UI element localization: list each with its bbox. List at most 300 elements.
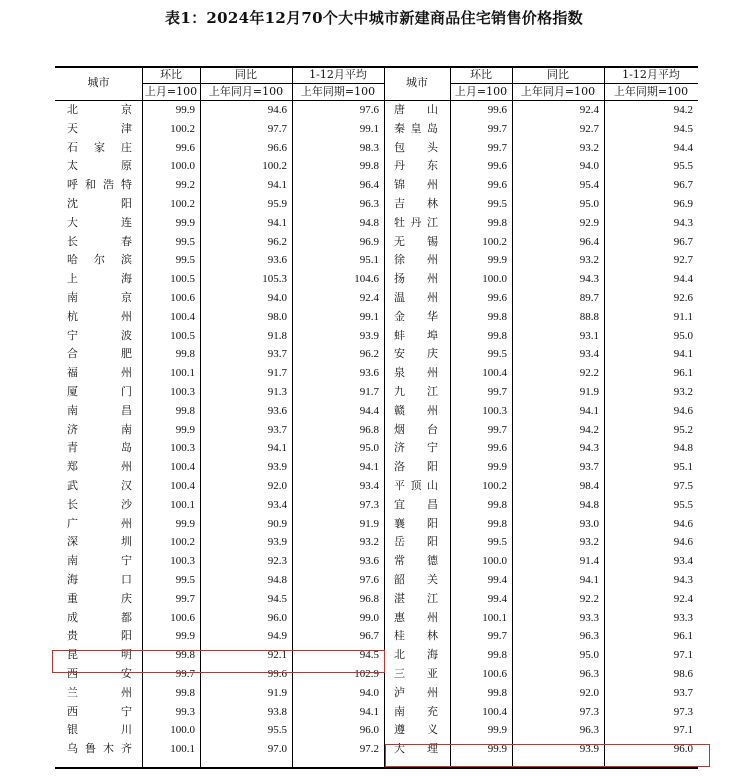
city-cell: 牡丹江 [394, 215, 438, 229]
city-cell: 海口 [67, 573, 132, 586]
mom-cell: 100.6 [170, 292, 195, 304]
avg-cell: 99.1 [359, 122, 379, 135]
yoy-cell: 94.5 [267, 592, 287, 605]
mom-cell: 99.6 [487, 292, 507, 304]
city-cell: 韶关 [394, 573, 438, 586]
mom-cell: 99.8 [175, 348, 195, 361]
yoy-cell: 93.1 [579, 329, 599, 342]
mom-cell: 100.3 [170, 386, 195, 398]
mom-cell: 99.7 [487, 141, 507, 154]
mom-cell: 99.9 [487, 254, 507, 267]
mom-cell: 99.8 [487, 686, 507, 699]
city-cell: 三亚 [394, 667, 438, 680]
mom-cell: 100.2 [170, 198, 195, 210]
header-yoy-sub-right: 上年同月=100 [520, 85, 596, 98]
table-row [55, 477, 698, 496]
city-cell: 徐州 [394, 253, 438, 267]
mom-cell: 99.9 [175, 104, 195, 116]
yoy-cell: 92.9 [579, 216, 599, 229]
avg-cell: 94.4 [359, 404, 379, 417]
city-cell: 秦皇岛 [394, 121, 438, 135]
mom-cell: 100.3 [482, 404, 507, 417]
mom-cell: 99.8 [487, 329, 507, 342]
avg-cell: 94.3 [673, 216, 693, 229]
avg-cell: 91.9 [359, 517, 379, 530]
city-cell: 唐山 [394, 103, 438, 116]
avg-cell: 95.5 [673, 498, 693, 511]
city-cell: 重庆 [67, 591, 132, 605]
mom-cell: 99.8 [487, 517, 507, 530]
yoy-cell: 94.1 [579, 574, 599, 586]
avg-cell: 94.5 [673, 122, 693, 135]
mom-cell: 100.4 [482, 705, 507, 718]
city-cell: 沈阳 [67, 197, 132, 210]
mom-cell: 100.0 [482, 273, 507, 286]
avg-cell: 93.9 [359, 329, 379, 342]
yoy-cell: 96.3 [579, 668, 599, 680]
yoy-cell: 91.3 [267, 386, 287, 398]
avg-cell: 99.1 [359, 310, 379, 323]
mom-cell: 99.9 [175, 216, 195, 229]
avg-cell: 104.6 [354, 273, 379, 286]
header-yoy-left: 同比 [235, 68, 257, 81]
city-cell: 合肥 [67, 347, 132, 361]
mom-cell: 99.6 [175, 141, 195, 154]
yoy-cell: 93.0 [579, 517, 599, 530]
yoy-cell: 90.9 [267, 517, 287, 530]
avg-cell: 95.5 [673, 160, 693, 173]
table-row [55, 721, 698, 740]
city-cell: 武汉 [67, 479, 132, 492]
yoy-cell: 94.3 [579, 273, 599, 286]
avg-cell: 93.3 [673, 611, 693, 624]
city-cell: 洛阳 [394, 460, 438, 474]
avg-cell: 93.7 [673, 686, 693, 699]
mom-cell: 100.2 [482, 235, 507, 248]
mom-cell: 99.5 [175, 235, 195, 248]
yoy-cell: 94.1 [267, 179, 287, 192]
table-row [55, 345, 698, 364]
yoy-cell: 93.7 [579, 461, 599, 474]
city-cell: 桂林 [394, 629, 438, 643]
yoy-cell: 93.7 [267, 348, 287, 361]
avg-cell: 96.7 [359, 630, 379, 643]
mom-cell: 99.5 [487, 198, 507, 210]
avg-cell: 95.2 [673, 423, 693, 436]
avg-cell: 102.9 [354, 668, 379, 680]
avg-cell: 91.1 [673, 310, 693, 323]
yoy-cell: 96.6 [267, 141, 287, 154]
avg-cell: 92.4 [359, 292, 379, 304]
mom-cell: 99.8 [487, 310, 507, 323]
avg-cell: 97.3 [359, 498, 379, 511]
table-row [55, 270, 698, 289]
yoy-cell: 98.4 [579, 480, 599, 492]
yoy-cell: 94.9 [267, 630, 287, 643]
avg-cell: 93.6 [359, 555, 379, 568]
city-cell: 南京 [67, 291, 132, 304]
yoy-cell: 98.0 [267, 310, 287, 323]
yoy-cell: 100.2 [262, 160, 287, 173]
city-cell: 赣州 [394, 403, 438, 417]
avg-cell: 94.8 [673, 442, 693, 455]
city-cell: 宜昌 [394, 497, 438, 511]
city-cell: 平顶山 [394, 479, 438, 492]
city-cell: 西宁 [67, 704, 132, 718]
city-cell: 贵阳 [67, 629, 132, 643]
header-mom-sub-left: 上月=100 [144, 85, 198, 98]
city-cell: 济南 [67, 422, 132, 436]
yoy-cell: 93.3 [579, 611, 599, 624]
mom-cell: 99.7 [175, 668, 195, 680]
city-cell: 济宁 [394, 441, 438, 455]
mom-cell: 99.8 [175, 404, 195, 417]
header-city-left: 城市 [87, 76, 110, 89]
table-row [55, 458, 698, 477]
city-cell: 九江 [394, 385, 438, 398]
yoy-cell: 93.2 [579, 141, 599, 154]
mom-cell: 100.5 [170, 273, 195, 286]
yoy-cell: 96.3 [579, 630, 599, 643]
avg-cell: 95.1 [673, 461, 693, 474]
table-row [55, 703, 698, 722]
avg-cell: 97.2 [359, 743, 379, 756]
mom-cell: 100.0 [170, 724, 195, 737]
city-cell: 青岛 [67, 441, 132, 455]
table-row [55, 176, 698, 195]
city-cell: 温州 [394, 291, 438, 304]
mom-cell: 99.9 [487, 743, 507, 756]
yoy-cell: 88.8 [579, 310, 599, 323]
yoy-cell: 105.3 [262, 273, 287, 286]
header-mid-rule-left [142, 83, 384, 84]
table-top-rule [55, 66, 698, 68]
yoy-cell: 94.3 [579, 442, 599, 455]
city-cell: 兰州 [67, 685, 132, 699]
mom-cell: 99.7 [487, 386, 507, 398]
avg-cell: 92.6 [673, 292, 693, 304]
city-cell: 锦州 [394, 178, 438, 192]
yoy-cell: 93.8 [267, 705, 287, 718]
mom-cell: 100.3 [170, 555, 195, 568]
avg-cell: 97.3 [673, 705, 693, 718]
table-row [55, 157, 698, 176]
yoy-cell: 95.9 [267, 198, 287, 210]
yoy-cell: 92.0 [267, 480, 287, 492]
table-row [55, 515, 698, 534]
table-row [55, 364, 698, 383]
mom-cell: 99.9 [175, 630, 195, 643]
avg-cell: 96.8 [359, 423, 379, 436]
avg-cell: 96.7 [673, 235, 693, 248]
mom-cell: 99.7 [487, 122, 507, 135]
yoy-cell: 91.7 [267, 367, 287, 380]
city-cell: 遵义 [394, 723, 438, 737]
city-cell: 石家庄 [67, 140, 132, 154]
avg-cell: 99.8 [359, 160, 379, 173]
mom-cell: 99.9 [175, 517, 195, 530]
yoy-cell: 94.1 [579, 404, 599, 417]
city-cell: 哈尔滨 [67, 253, 132, 267]
city-cell: 西安 [67, 667, 132, 680]
mom-cell: 100.3 [170, 442, 195, 455]
yoy-cell: 92.7 [579, 122, 599, 135]
yoy-cell: 93.9 [267, 461, 287, 474]
yoy-cell: 94.8 [267, 574, 287, 586]
avg-cell: 95.0 [673, 329, 693, 342]
yoy-cell: 92.1 [267, 649, 287, 662]
city-cell: 扬州 [394, 272, 438, 286]
table-title: 表1：2024年12月70个大中城市新建商品住宅销售价格指数 [165, 9, 583, 27]
avg-cell: 94.4 [673, 141, 693, 154]
avg-cell: 93.2 [359, 536, 379, 549]
avg-cell: 96.1 [673, 630, 693, 643]
avg-cell: 94.6 [673, 404, 693, 417]
table-row [55, 251, 698, 270]
yoy-cell: 95.0 [579, 649, 599, 662]
city-cell: 深圳 [67, 535, 132, 549]
mom-cell: 100.5 [170, 329, 195, 342]
city-cell: 吉林 [394, 197, 438, 210]
yoy-cell: 93.7 [267, 423, 287, 436]
city-cell: 蚌埠 [394, 328, 438, 342]
table-row [55, 552, 698, 571]
mom-cell: 99.8 [175, 686, 195, 699]
table-row [55, 684, 698, 703]
city-cell: 昆明 [67, 648, 132, 662]
table-bottom-rule [55, 767, 698, 769]
avg-cell: 97.1 [673, 724, 693, 737]
yoy-cell: 99.6 [267, 668, 287, 680]
mom-cell: 99.4 [487, 592, 507, 605]
yoy-cell: 93.2 [579, 254, 599, 267]
yoy-cell: 97.7 [267, 122, 287, 135]
header-city-right: 城市 [406, 76, 428, 89]
city-cell: 杭州 [67, 309, 132, 323]
city-cell: 宁波 [67, 328, 132, 342]
mom-cell: 99.8 [487, 649, 507, 662]
yoy-cell: 94.1 [267, 216, 287, 229]
table-row [55, 590, 698, 609]
yoy-cell: 94.6 [267, 104, 287, 116]
avg-cell: 96.2 [359, 348, 379, 361]
table-row [55, 139, 698, 158]
yoy-cell: 93.6 [267, 254, 287, 267]
table-row [55, 496, 698, 515]
avg-cell: 96.9 [359, 235, 379, 248]
yoy-cell: 96.2 [267, 235, 287, 248]
avg-cell: 95.0 [359, 442, 379, 455]
mom-cell: 100.0 [482, 555, 507, 568]
avg-cell: 97.5 [673, 480, 693, 492]
city-cell: 岳阳 [394, 535, 438, 549]
city-cell: 常德 [394, 554, 438, 568]
city-cell: 福州 [67, 366, 132, 380]
avg-cell: 92.4 [673, 592, 693, 605]
avg-cell: 93.2 [673, 386, 693, 398]
mom-cell: 99.5 [175, 254, 195, 267]
yoy-cell: 96.0 [267, 611, 287, 624]
mom-cell: 99.2 [175, 179, 195, 192]
city-cell: 无锡 [394, 234, 438, 248]
avg-cell: 98.6 [673, 668, 693, 680]
mom-cell: 100.4 [170, 310, 195, 323]
mom-cell: 99.3 [175, 705, 195, 718]
mom-cell: 99.6 [487, 104, 507, 116]
city-cell: 包头 [394, 140, 438, 154]
yoy-cell: 89.7 [579, 292, 599, 304]
mom-cell: 99.5 [487, 348, 507, 361]
header-row-1 [55, 67, 698, 89]
avg-cell: 93.6 [359, 367, 379, 380]
yoy-cell: 93.2 [579, 536, 599, 549]
header-mom-right: 环比 [470, 68, 492, 81]
mom-cell: 99.4 [487, 574, 507, 586]
avg-cell: 97.1 [673, 649, 693, 662]
avg-cell: 97.6 [359, 574, 379, 586]
yoy-cell: 95.0 [579, 198, 599, 210]
city-cell: 长沙 [67, 497, 132, 511]
mom-cell: 99.8 [487, 216, 507, 229]
yoy-cell: 91.9 [579, 386, 599, 398]
avg-cell: 96.7 [673, 179, 693, 192]
city-cell: 泉州 [394, 366, 438, 380]
city-cell: 泸州 [394, 685, 438, 699]
header-avg-sub-right: 上年同期=100 [613, 85, 689, 98]
avg-cell: 93.4 [673, 555, 693, 568]
avg-cell: 91.7 [359, 386, 379, 398]
yoy-cell: 94.0 [579, 160, 599, 173]
yoy-cell: 94.1 [267, 442, 287, 455]
avg-cell: 92.7 [673, 254, 693, 267]
yoy-cell: 93.9 [579, 743, 599, 756]
mom-cell: 99.8 [175, 649, 195, 662]
avg-cell: 94.1 [359, 461, 379, 474]
avg-cell: 96.9 [673, 198, 693, 210]
yoy-cell: 94.2 [579, 423, 599, 436]
city-cell: 北海 [394, 648, 438, 662]
avg-cell: 94.0 [359, 686, 379, 699]
header-mom-left: 环比 [160, 68, 182, 81]
city-cell: 呼和浩特 [67, 178, 132, 192]
city-cell: 太原 [67, 159, 132, 173]
mom-cell: 100.2 [170, 122, 195, 135]
header-mid-rule-right [450, 83, 698, 84]
header-row-2 [55, 84, 698, 99]
avg-cell: 96.3 [359, 198, 379, 210]
yoy-cell: 93.6 [267, 404, 287, 417]
mom-cell: 100.1 [170, 498, 195, 511]
header-avg-sub-left: 上年同期=100 [300, 85, 376, 98]
city-cell: 南充 [394, 704, 438, 718]
yoy-cell: 92.3 [267, 555, 287, 568]
yoy-cell: 93.9 [267, 536, 287, 549]
header-yoy-right: 同比 [547, 68, 569, 81]
avg-cell: 97.6 [359, 104, 379, 116]
city-cell: 金华 [394, 309, 438, 323]
table-row [55, 609, 698, 628]
yoy-cell: 93.4 [267, 498, 287, 511]
city-cell: 天津 [67, 121, 132, 135]
mom-cell: 99.6 [487, 179, 507, 192]
mom-cell: 100.4 [482, 367, 507, 380]
mom-cell: 99.5 [487, 536, 507, 549]
city-cell: 襄阳 [394, 516, 438, 530]
mom-cell: 99.7 [487, 630, 507, 643]
table-row [55, 421, 698, 440]
table-row [55, 120, 698, 139]
yoy-cell: 94.8 [579, 498, 599, 511]
avg-cell: 96.0 [673, 743, 693, 756]
avg-cell: 98.3 [359, 141, 379, 154]
header-avg-right: 1-12月平均 [622, 68, 680, 81]
yoy-cell: 92.2 [579, 367, 599, 380]
mom-cell: 100.6 [170, 611, 195, 624]
highlight-box-dali [385, 744, 710, 767]
table-row [55, 327, 698, 346]
avg-cell: 99.0 [359, 611, 379, 624]
mom-cell: 100.4 [170, 480, 195, 492]
mom-cell: 99.7 [175, 592, 195, 605]
mom-cell: 100.1 [482, 611, 507, 624]
mom-cell: 100.1 [170, 367, 195, 380]
table-row [55, 101, 698, 120]
yoy-cell: 91.9 [267, 686, 287, 699]
mom-cell: 99.8 [487, 498, 507, 511]
table-row [55, 214, 698, 233]
city-cell: 厦门 [67, 385, 132, 398]
avg-cell: 94.6 [673, 536, 693, 549]
yoy-cell: 92.2 [579, 592, 599, 605]
table-row [55, 402, 698, 421]
mom-cell: 100.0 [170, 160, 195, 173]
city-cell: 乌鲁木齐 [67, 742, 132, 756]
mom-cell: 99.9 [487, 724, 507, 737]
avg-cell: 94.5 [359, 649, 379, 662]
table-row [55, 439, 698, 458]
mom-cell: 99.9 [175, 423, 195, 436]
city-cell: 成都 [67, 610, 132, 624]
yoy-cell: 96.3 [579, 724, 599, 737]
avg-cell: 94.4 [673, 273, 693, 286]
city-cell: 广州 [67, 516, 132, 530]
avg-cell: 94.2 [673, 104, 693, 116]
mom-cell: 99.6 [487, 442, 507, 455]
table-row [55, 308, 698, 327]
yoy-cell: 91.4 [579, 555, 599, 568]
mom-cell: 99.5 [175, 574, 195, 586]
yoy-cell: 96.4 [579, 235, 599, 248]
highlight-box-kunming [52, 650, 385, 673]
mom-cell: 99.7 [487, 423, 507, 436]
city-cell: 湛江 [394, 591, 438, 605]
city-cell: 北京 [67, 103, 132, 116]
city-cell: 银川 [67, 723, 132, 737]
table-row [55, 195, 698, 214]
yoy-cell: 94.0 [267, 292, 287, 304]
city-cell: 南宁 [67, 554, 132, 568]
mom-cell: 100.1 [170, 743, 195, 756]
city-cell: 安庆 [394, 347, 438, 361]
avg-cell: 96.4 [359, 179, 379, 192]
avg-cell: 94.8 [359, 216, 379, 229]
table-row [55, 533, 698, 552]
table-row [55, 233, 698, 252]
avg-cell: 96.8 [359, 592, 379, 605]
mom-cell: 100.2 [482, 480, 507, 492]
avg-cell: 94.6 [673, 517, 693, 530]
yoy-cell: 92.0 [579, 686, 599, 699]
